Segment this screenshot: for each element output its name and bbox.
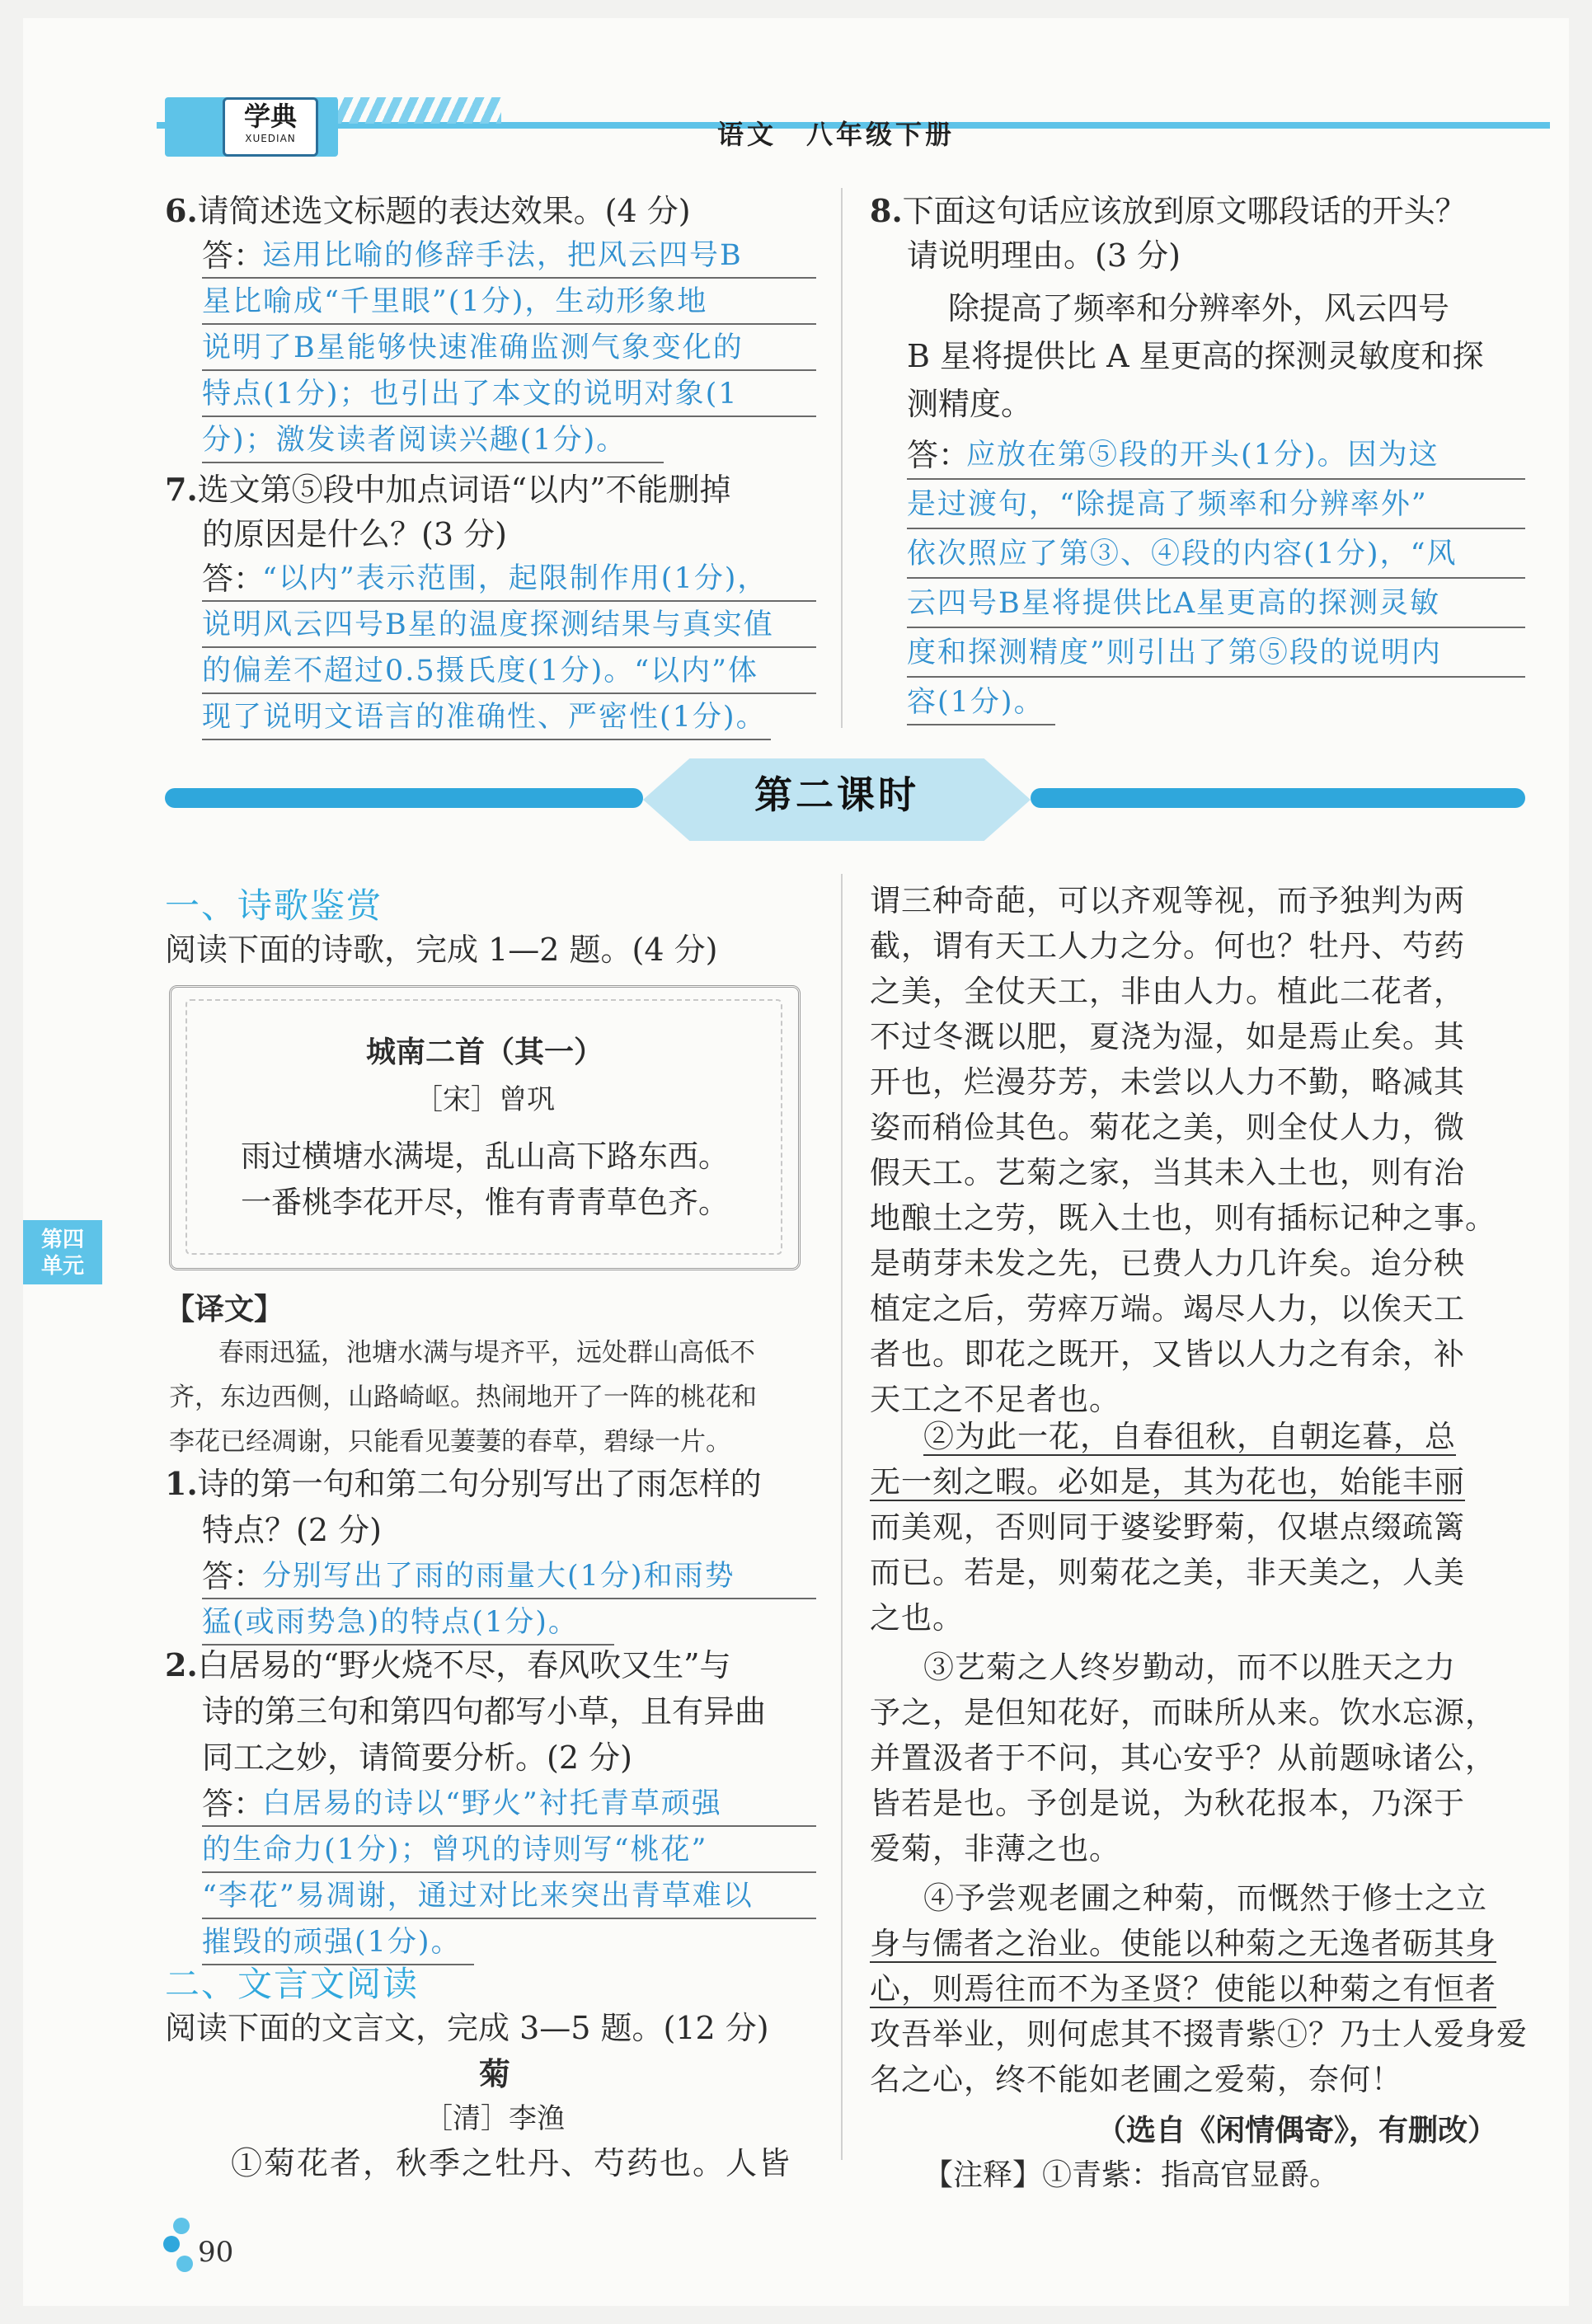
essay-line-text: 假天工。艺菊之家，当其未入土也，则有治 xyxy=(870,1155,1465,1190)
essay-line xyxy=(870,1596,1529,1641)
essay-line xyxy=(870,2012,1529,2057)
poem-line: 雨过横塘水满堤，乱山高下路东西。 xyxy=(241,1139,729,1174)
question-text: 特点？(2 分) xyxy=(202,1512,382,1548)
answer-underline xyxy=(202,323,816,325)
answer-line: 是过渡句，“除提高了频率和分辨率外” xyxy=(907,488,1428,521)
essay-line-text: ③艺菊之人终岁勤动，而不以胜天之力 xyxy=(923,1650,1456,1685)
essay-line-text: 不过冬溉以肥，夏浇为湿，如是焉止矣。其 xyxy=(870,1019,1465,1054)
essay-line xyxy=(870,1332,1529,1377)
essay-author: ［清］李渔 xyxy=(425,2102,565,2135)
section-banner-title: 第二课时 xyxy=(754,772,919,817)
essay-line-text: ④予尝观老圃之种菊，而慨然于修士之立 xyxy=(923,1880,1487,1916)
question-text: 下面这句话应该放到原文哪段话的开头？ xyxy=(902,193,1467,229)
question-number: 8. xyxy=(870,192,903,229)
book-title: 语文 八年级下册 xyxy=(717,119,956,150)
section-banner-bar-left xyxy=(165,788,643,808)
essay-line xyxy=(870,1287,1529,1331)
answer-label: 答： xyxy=(202,237,265,274)
essay-source: （选自《闲情偶寄》，有删改） xyxy=(1097,2114,1498,2148)
essay-line xyxy=(870,1460,1529,1505)
essay-line xyxy=(870,1196,1529,1241)
unit-tab-line: 第四 xyxy=(40,1228,84,1252)
header-stripes xyxy=(312,97,501,124)
question-text: 请简述选文标题的表达效果。(4 分) xyxy=(197,193,691,229)
essay-line-text: 身与儒者之治业。使能以种菊之无逸者砺其身 xyxy=(870,1926,1496,1961)
section-title: 二、文言文阅读 xyxy=(165,1964,420,2004)
answer-underline xyxy=(907,724,1055,725)
essay-first-line: ①菊花者，秋季之牡丹、芍药也。人皆 xyxy=(231,2145,792,2181)
question-number: 7. xyxy=(165,471,198,508)
answer-line: 度和探测精度”则引出了第⑤段的说明内 xyxy=(907,636,1442,669)
answer-underline xyxy=(202,646,816,648)
answer-line: 说明了B星能够快速准确监测气象变化的 xyxy=(202,331,744,364)
answer-underline xyxy=(907,676,1525,678)
section-intro: 阅读下面的文言文，完成 3—5 题。(12 分) xyxy=(165,2010,769,2046)
essay-line-text: 天工之不足者也。 xyxy=(870,1382,1120,1417)
question-text: 诗的第三句和第四句都写小草，且有异曲 xyxy=(202,1693,767,1730)
quote-line: B 星将提供比 A 星更高的探测灵敏度和探 xyxy=(907,338,1484,374)
translation-line: 齐，东边西侧，山路崎岖。热闹地开了一阵的桃花和 xyxy=(169,1383,757,1412)
question-text: 的原因是什么？(3 分) xyxy=(202,516,507,552)
essay-line xyxy=(870,1967,1529,2012)
essay-line-text: 谓三种奇葩，可以齐观等视，而予独判为两 xyxy=(870,883,1465,918)
poem-title: 城南二首（其一） xyxy=(365,1035,603,1069)
essay-line xyxy=(870,1060,1529,1105)
essay-line-text: 姿而稍俭其色。菊花之美，则全仗人力，微 xyxy=(870,1110,1465,1145)
answer-line: 容(1分)。 xyxy=(907,686,1045,719)
essay-line xyxy=(870,1505,1529,1550)
essay-line-text: 植定之后，劳瘁万端。竭尽人力，以俟天工 xyxy=(870,1291,1465,1326)
essay-line xyxy=(870,1015,1529,1059)
essay-line-text: 无一刻之暇。必如是，其为花也，始能丰丽 xyxy=(870,1464,1465,1500)
essay-line-text: 而已。若是，则菊花之美，非天美之，人美 xyxy=(870,1555,1465,1590)
quote-line: 除提高了频率和分辨率外，风云四号 xyxy=(948,290,1450,326)
essay-line xyxy=(870,1922,1529,1966)
essay-line xyxy=(870,970,1529,1014)
question-text: 同工之妙，请简要分析。(2 分) xyxy=(202,1739,632,1776)
essay-line-text: 之也。 xyxy=(870,1600,964,1636)
answer-underline xyxy=(202,600,816,602)
answer-underline xyxy=(907,577,1525,579)
question-7 xyxy=(165,467,731,513)
answer-underline xyxy=(907,528,1525,529)
answer-line: 说明风云四号B星的温度探测结果与真实值 xyxy=(202,608,774,641)
logo-subtext: XUEDIAN xyxy=(245,133,296,144)
answer-line: “李花”易凋谢，通过对比来突出青草难以 xyxy=(202,1880,754,1913)
answer-line: 运用比喻的修辞手法，把风云四号B xyxy=(262,239,743,272)
answer-line: 摧毁的顽强(1分)。 xyxy=(202,1926,462,1959)
essay-line-text: 爱菊，非薄之也。 xyxy=(870,1831,1120,1866)
section-banner-bar-right xyxy=(1031,788,1525,808)
section-title: 一、诗歌鉴赏 xyxy=(165,885,383,926)
page-number: 90 xyxy=(198,2236,234,2269)
answer-underline xyxy=(202,693,816,694)
poem-line: 一番桃李花开尽，惟有青青草色齐。 xyxy=(241,1185,729,1220)
essay-line xyxy=(870,2058,1529,2102)
essay-line-text: 皆若是也。予创是说，为秋花报本，乃深于 xyxy=(870,1786,1465,1821)
answer-line: 猛(或雨势急)的特点(1分)。 xyxy=(202,1606,579,1639)
dot xyxy=(176,2256,193,2272)
essay-line xyxy=(870,1106,1529,1150)
answer-label: 答： xyxy=(202,561,265,597)
essay-line xyxy=(870,1827,1529,1871)
answer-underline xyxy=(202,462,664,463)
answer-underline xyxy=(907,478,1525,480)
answer-underline xyxy=(202,277,816,279)
essay-line xyxy=(923,1876,1533,1921)
answer-underline xyxy=(202,1598,816,1599)
question-2 xyxy=(165,1642,731,1688)
answer-line: 的生命力(1分)；曾巩的诗则写“桃花” xyxy=(202,1833,708,1866)
answer-line: 白居易的诗以“野火”衬托青草顽强 xyxy=(262,1787,722,1820)
essay-line xyxy=(870,879,1529,923)
poem-author: ［宋］曾巩 xyxy=(415,1083,555,1116)
essay-line xyxy=(870,1736,1529,1781)
essay-line-text: 开也，烂漫芬芳，未尝以人力不勤，略减其 xyxy=(870,1064,1465,1100)
essay-line-text: 之美，全仗天工，非由人力。植此二花者， xyxy=(870,974,1465,1009)
essay-line-text: 者也。即花之既开，又皆以人力之有余，补 xyxy=(870,1336,1465,1372)
essay-line-text: 截，谓有天工人力之分。何也？牡丹、芍药 xyxy=(870,928,1465,964)
quote-line: 测精度。 xyxy=(907,386,1033,422)
answer-label: 答： xyxy=(907,437,970,473)
question-1 xyxy=(165,1461,762,1507)
answer-line: 现了说明文语言的准确性、严密性(1分)。 xyxy=(202,701,767,734)
answer-underline xyxy=(202,1825,816,1827)
essay-title: 菊 xyxy=(478,2056,510,2092)
dot xyxy=(163,2236,180,2252)
essay-line xyxy=(870,924,1529,969)
question-text: 诗的第一句和第二句分别写出了雨怎样的 xyxy=(197,1466,762,1502)
question-number: 6. xyxy=(165,192,198,229)
answer-underline xyxy=(202,369,816,371)
essay-line-text: 心，则焉往而不为圣贤？使能以种菊之有恒者 xyxy=(870,1971,1496,2007)
logo xyxy=(223,97,318,157)
essay-line-text: 名之心，终不能如老圃之爱菊，奈何！ xyxy=(870,2062,1402,2097)
question-text: 请说明理由。(3 分) xyxy=(907,237,1181,274)
answer-line: 星比喻成“千里眼”(1分)，生动形象地 xyxy=(202,285,708,318)
section-intro: 阅读下面的诗歌，完成 1—2 题。(4 分) xyxy=(165,932,718,968)
answer-line: 特点(1分)；也引出了本文的说明对象(1 xyxy=(202,378,739,411)
essay-line xyxy=(870,1551,1529,1595)
essay-line-text: 予之，是但知花好，而昧所从来。饮水忘源， xyxy=(870,1695,1496,1730)
essay-line xyxy=(923,1646,1533,1690)
question-number: 2. xyxy=(165,1646,198,1683)
question-text: 选文第⑤段中加点词语“以内”不能删掉 xyxy=(197,472,731,508)
essay-line-text: 而美观，否则同于婆娑野菊，仅堪点缀疏篱 xyxy=(870,1509,1465,1545)
essay-line xyxy=(923,1415,1533,1459)
column-divider xyxy=(841,188,843,728)
unit-tab-line: 单元 xyxy=(40,1254,84,1279)
answer-underline xyxy=(202,416,816,417)
answer-line: 云四号B星将提供比A星更高的探测灵敏 xyxy=(907,587,1440,620)
answer-line: “以内”表示范围，起限制作用(1分)， xyxy=(262,562,768,595)
essay-line xyxy=(870,1151,1529,1195)
essay-line-text: 地酿土之劳，既入土也，则有插标记种之事。 xyxy=(870,1200,1496,1236)
question-6 xyxy=(165,188,691,234)
essay-line-text: 攻吾举业，则何虑其不掇青紫①？乃士人爱身爱 xyxy=(870,2016,1528,2052)
answer-label: 答： xyxy=(202,1558,265,1594)
answer-label: 答： xyxy=(202,1786,265,1822)
essay-line-text: 并置汲者于不问，其心安乎？从前题咏诸公， xyxy=(870,1740,1496,1776)
answer-line: 的偏差不超过0.5摄氏度(1分)。“以内”体 xyxy=(202,655,759,688)
answer-line: 应放在第⑤段的开头(1分)。因为这 xyxy=(966,439,1439,472)
column-divider xyxy=(841,874,843,2160)
answer-underline xyxy=(202,1871,816,1873)
answer-underline xyxy=(907,627,1525,628)
essay-line xyxy=(870,1242,1529,1286)
essay-line xyxy=(870,1691,1529,1735)
essay-note: 【注释】①青紫：指高官显爵。 xyxy=(923,2158,1340,2192)
question-text: 白居易的“野火烧不尽，春风吹又生”与 xyxy=(197,1647,731,1683)
essay-line xyxy=(870,1782,1529,1826)
answer-underline xyxy=(202,739,771,740)
question-8 xyxy=(870,188,1467,234)
unit-tab xyxy=(23,1220,102,1284)
answer-underline xyxy=(202,1918,816,1919)
translation-label: 【译文】 xyxy=(165,1293,284,1326)
essay-line-text: ②为此一花，自春徂秋，自朝迄暮，总 xyxy=(923,1419,1456,1454)
question-number: 1. xyxy=(165,1465,198,1502)
translation-line: 李花已经凋谢，只能看见萋萋的春草，碧绿一片。 xyxy=(169,1427,731,1457)
translation-line: 春雨迅猛，池塘水满与堤齐平，远处群山高低不 xyxy=(218,1338,755,1368)
dot xyxy=(173,2218,190,2234)
logo-text: 学典 xyxy=(243,101,297,132)
essay-line-text: 是萌芽未发之先，已费人力几许矣。迨分秧 xyxy=(870,1246,1465,1281)
answer-line: 分)；激发读者阅读兴趣(1分)。 xyxy=(202,424,627,457)
answer-line: 依次照应了第③、④段的内容(1分)，“风 xyxy=(907,538,1458,570)
answer-line: 分别写出了雨的雨量大(1分)和雨势 xyxy=(262,1560,735,1593)
